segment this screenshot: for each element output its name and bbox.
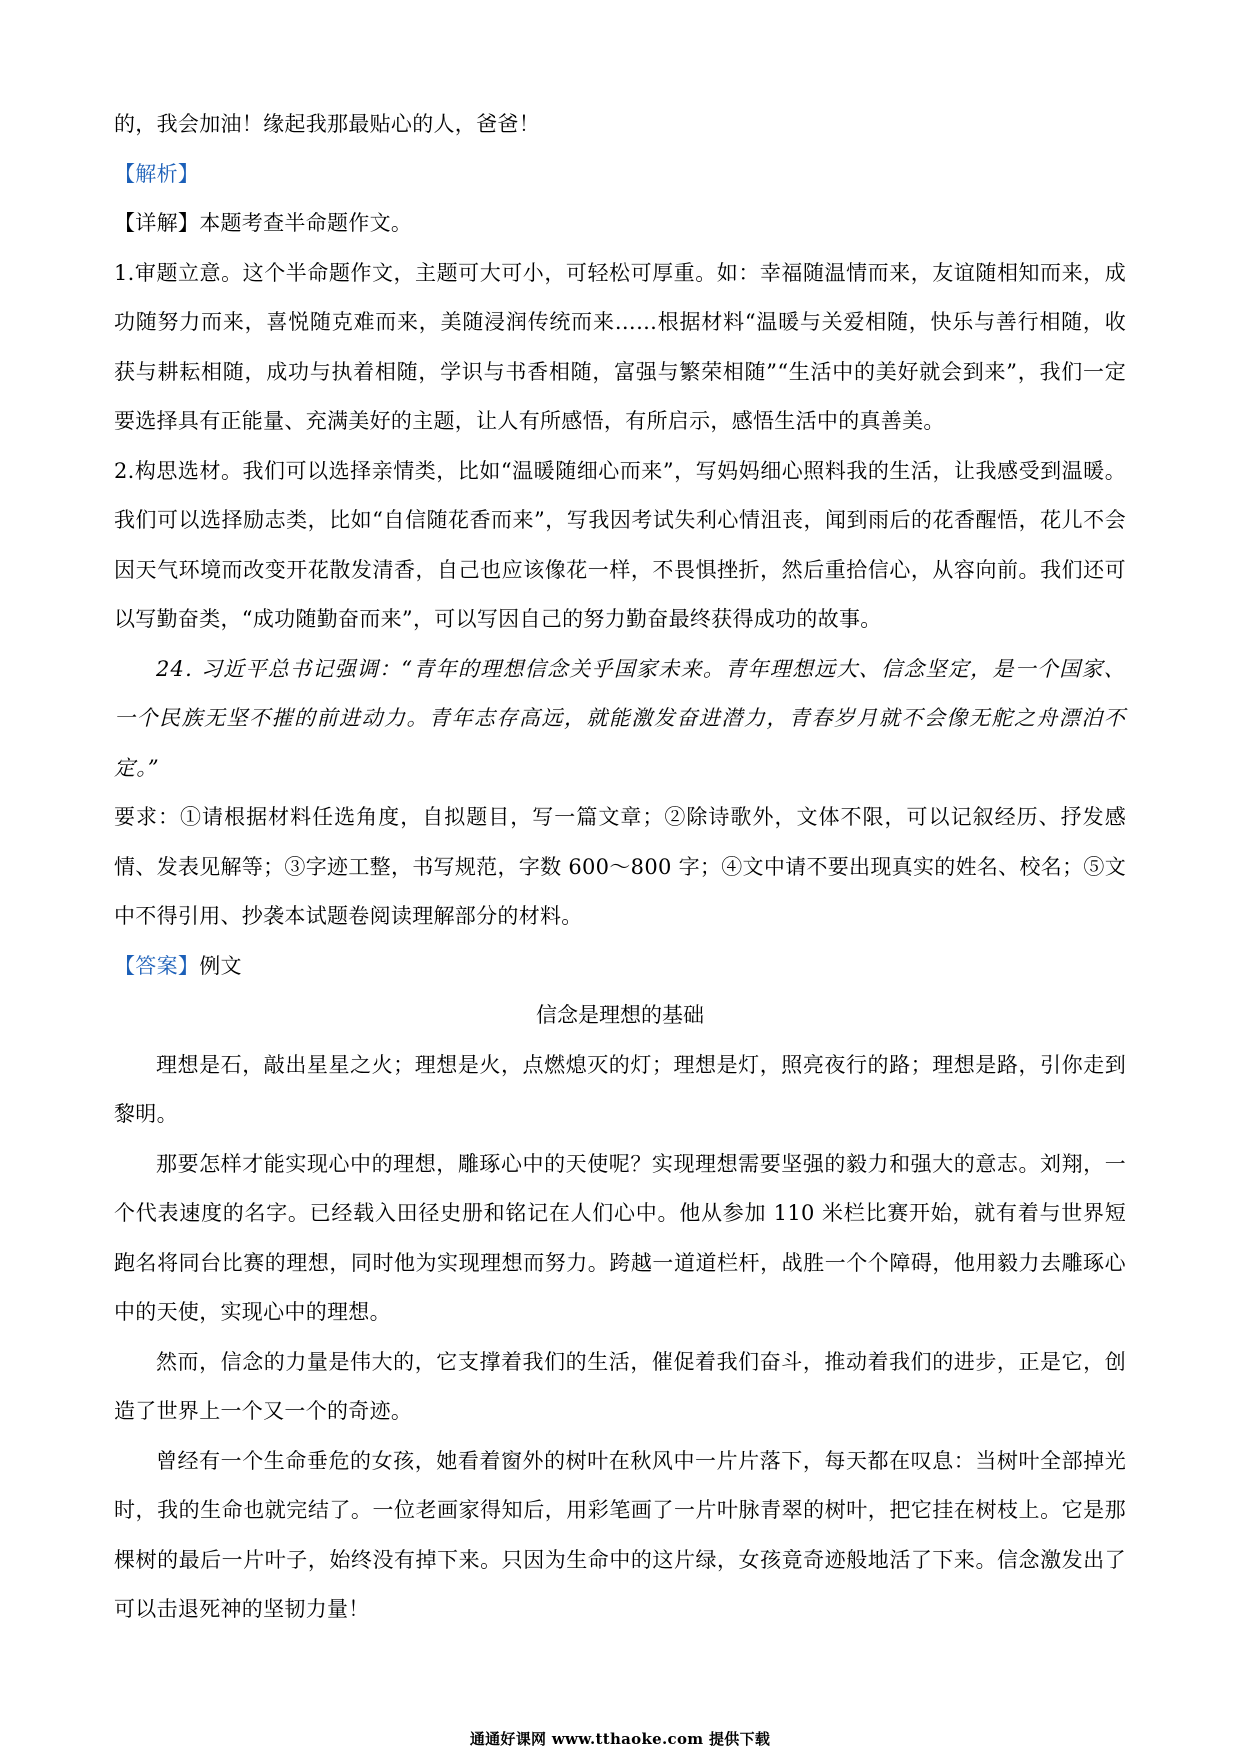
page-footer: 通通好课网 www.tthaoke.com 提供下载 <box>469 1730 771 1748</box>
essay-title: 信念是理想的基础 <box>536 1003 704 1027</box>
analysis-tag: 【解析】 <box>114 161 200 186</box>
document-body <box>114 100 1126 1635</box>
answer-heading <box>114 942 1126 992</box>
detail-line <box>114 199 1126 249</box>
analysis-point-1: 1.审题立意。这个半命题作文，主题可大可小，可轻松可厚重。如：幸福随温情而来，友谊随相知而来，成功随努力而来，喜悦随克难而来，美随浸润传统而来……根据材料“温暖与关爱相随，快乐与善行相随，收获与耕耘相随，成功与执着相随，学识与书香相随，富强与繁荣相随”“生活中的美好就会到来”，我们一定要选择具有正能量、充满美好的主题，让人有所感悟，有所启示，感悟生活中的真善美。 <box>114 260 1126 433</box>
detail-text: 本题考查半命题作文。 <box>199 211 413 235</box>
question-24-requirements: 要求：①请根据材料任选角度，自拟题目，写一篇文章；②除诗歌外，文体不限，可以记叙经历、抒发感情、发表见解等；③字迹工整，书写规范，字数 600～800 字；④文中请不要出现真实的姓名、校名；⑤文中不得引用、抄袭本试题卷阅读理解部分的材料。 <box>114 805 1126 928</box>
essay-paragraph-1: 理想是石，敲出星星之火；理想是火，点燃熄灭的灯；理想是灯，照亮夜行的路；理想是路，引你走到黎明。 <box>114 1052 1126 1126</box>
continued-line: 的，我会加油！缘起我那最贴心的人，爸爸！ <box>114 112 540 136</box>
analysis-point-2: 2.构思选材。我们可以选择亲情类，比如“温暖随细心而来”，写妈妈细心照料我的生活，让我感受到温暖。我们可以选择励志类，比如“自信随花香而来”，写我因考试失利心情沮丧，闻到雨后的花香醒悟，花儿不会因天气环境而改变开花散发清香，自己也应该像花一样，不畏惧挫折，然后重拾信心，从容向前。我们还可以写勤奋类，“成功随勤奋而来”，可以写因自己的努力勤奋最终获得成功的故事。 <box>114 458 1126 631</box>
detail-tag: 【详解】 <box>114 211 200 235</box>
analysis-heading <box>114 150 1126 200</box>
question-24-prompt: 24. 习近平总书记强调：“青年的理想信念关乎国家未来。青年理想远大、信念坚定，是一个国家、一个民族无坚不摧的前进动力。青年志存高远，就能激发奋进潜力，青春岁月就不会像无舵之舟漂泊不定。” <box>114 656 1126 780</box>
answer-tag: 【答案】 <box>114 953 200 978</box>
essay-paragraph-4: 曾经有一个生命垂危的女孩，她看着窗外的树叶在秋风中一片片落下，每天都在叹息：当树叶全部掉光时，我的生命也就完结了。一位老画家得知后，用彩笔画了一片叶脉青翠的树叶，把它挂在树枝上。它是那棵树的最后一片叶子，始终没有掉下来。只因为生命中的这片绿，女孩竟奇迹般地活了下来。信念激发出了可以击退死神的坚韧力量！ <box>114 1448 1126 1621</box>
answer-label: 例文 <box>199 953 242 978</box>
essay-paragraph-2: 那要怎样才能实现心中的理想，雕琢心中的天使呢？实现理想需要坚强的毅力和强大的意志。刘翔，一个代表速度的名字。已经载入田径史册和铭记在人们心中。他从参加 110 米栏比赛开始，就有着与世界短跑名将同台比赛的理想，同时他为实现理想而努力。跨越一道道栏杆，战胜一个个障碍，他用毅力去雕琢心中的天使，实现心中的理想。 <box>114 1151 1126 1324</box>
essay-paragraph-3: 然而，信念的力量是伟大的，它支撑着我们的生活，催促着我们奋斗，推动着我们的进步，正是它，创造了世界上一个又一个的奇迹。 <box>114 1349 1126 1423</box>
